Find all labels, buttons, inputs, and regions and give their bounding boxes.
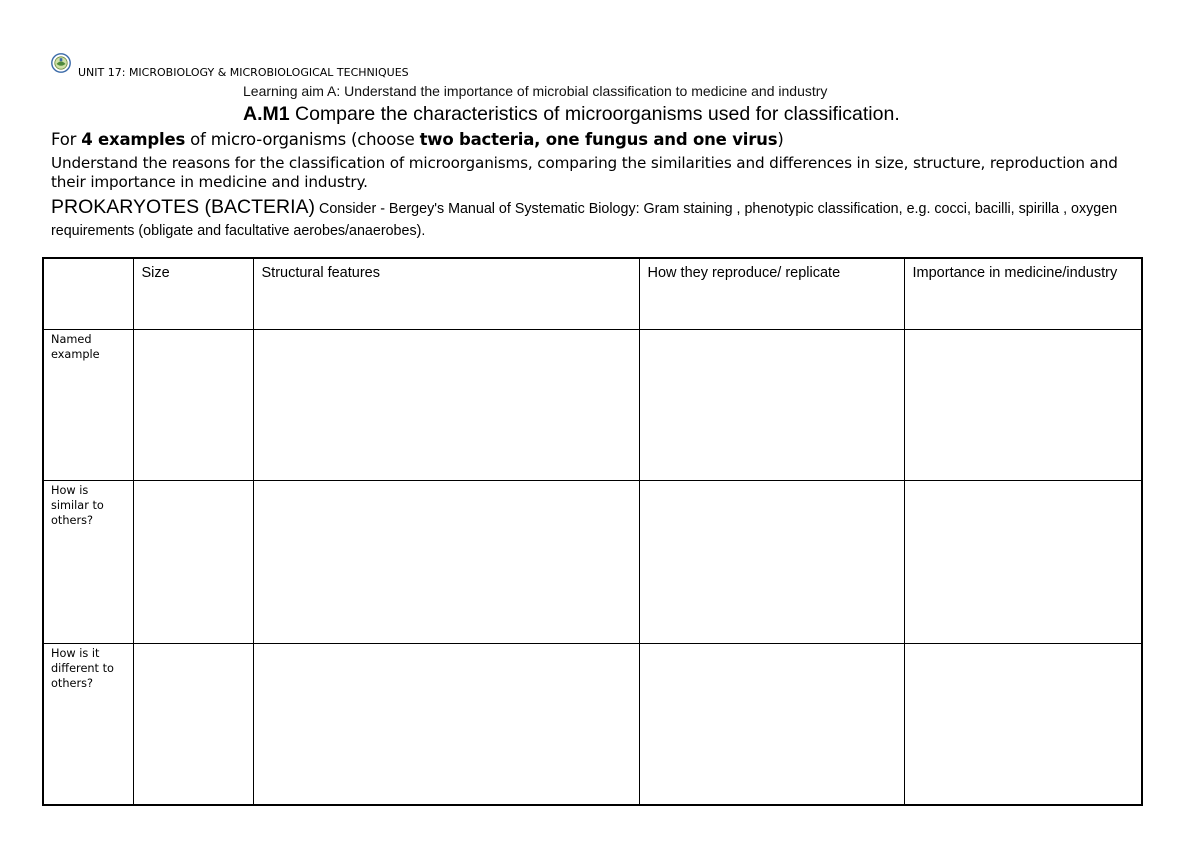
criterion-code: A.M1 (243, 103, 290, 125)
table-cell-importance[interactable] (904, 330, 1142, 481)
column-header-size: Size (133, 258, 253, 330)
table-cell-structure[interactable] (253, 481, 639, 644)
row-label-named-example: Named example (43, 330, 133, 481)
prokaryotes-note: Consider - Bergey's Manual of Systematic Biology: Gram staining , phenotypic classification, e.g. cocci, bacilli, spirilla , oxygen requirements (obligate and facultative aerobes/anaerobes). (51, 201, 1118, 239)
table-row (43, 481, 1142, 644)
prokaryotes-section (51, 197, 1161, 242)
examples-count: 4 examples (81, 130, 186, 149)
table-cell-reproduction[interactable] (639, 330, 904, 481)
examples-post: ) (777, 130, 784, 149)
learning-aim: Learning aim A: Understand the importance of microbial classification to medicine and industry (243, 83, 828, 99)
header-corner-cell (43, 258, 133, 330)
table-cell-structure[interactable] (253, 330, 639, 481)
table-cell-size[interactable] (133, 644, 253, 806)
table-cell-reproduction[interactable] (639, 481, 904, 644)
criterion-text: Compare the characteristics of microorganisms used for classification. (289, 103, 900, 125)
table-cell-reproduction[interactable] (639, 644, 904, 806)
table-header-row (43, 258, 1142, 330)
row-label-differences: How is it different to others? (43, 644, 133, 806)
table-row (43, 644, 1142, 806)
assessment-criterion-heading (243, 103, 900, 126)
table-cell-size[interactable] (133, 481, 253, 644)
table-cell-importance[interactable] (904, 644, 1142, 806)
prokaryotes-heading: PROKARYOTES (BACTERIA) (51, 196, 316, 218)
comparison-table (42, 257, 1143, 806)
table-cell-structure[interactable] (253, 644, 639, 806)
table-cell-importance[interactable] (904, 481, 1142, 644)
examples-choice: two bacteria, one fungus and one virus (419, 130, 778, 149)
table-row (43, 330, 1142, 481)
row-label-similarities: How is similar to others? (43, 481, 133, 644)
table-cell-size[interactable] (133, 330, 253, 481)
reasons-instruction: Understand the reasons for the classification of microorganisms, comparing the similarities and differences in size, structure, reproduction and their importance in medicine and industry. (51, 154, 1118, 191)
examples-mid: of micro-organisms (choose (185, 130, 420, 149)
column-header-reproduction: How they reproduce/ replicate (639, 258, 904, 330)
column-header-structural-features: Structural features (253, 258, 639, 330)
school-crest-icon (51, 53, 71, 73)
examples-instruction (51, 130, 784, 149)
unit-title: UNIT 17: MICROBIOLOGY & MICROBIOLOGICAL TECHNIQUES (78, 66, 409, 79)
examples-pre: For (51, 130, 82, 149)
column-header-importance: Importance in medicine/industry (904, 258, 1142, 330)
